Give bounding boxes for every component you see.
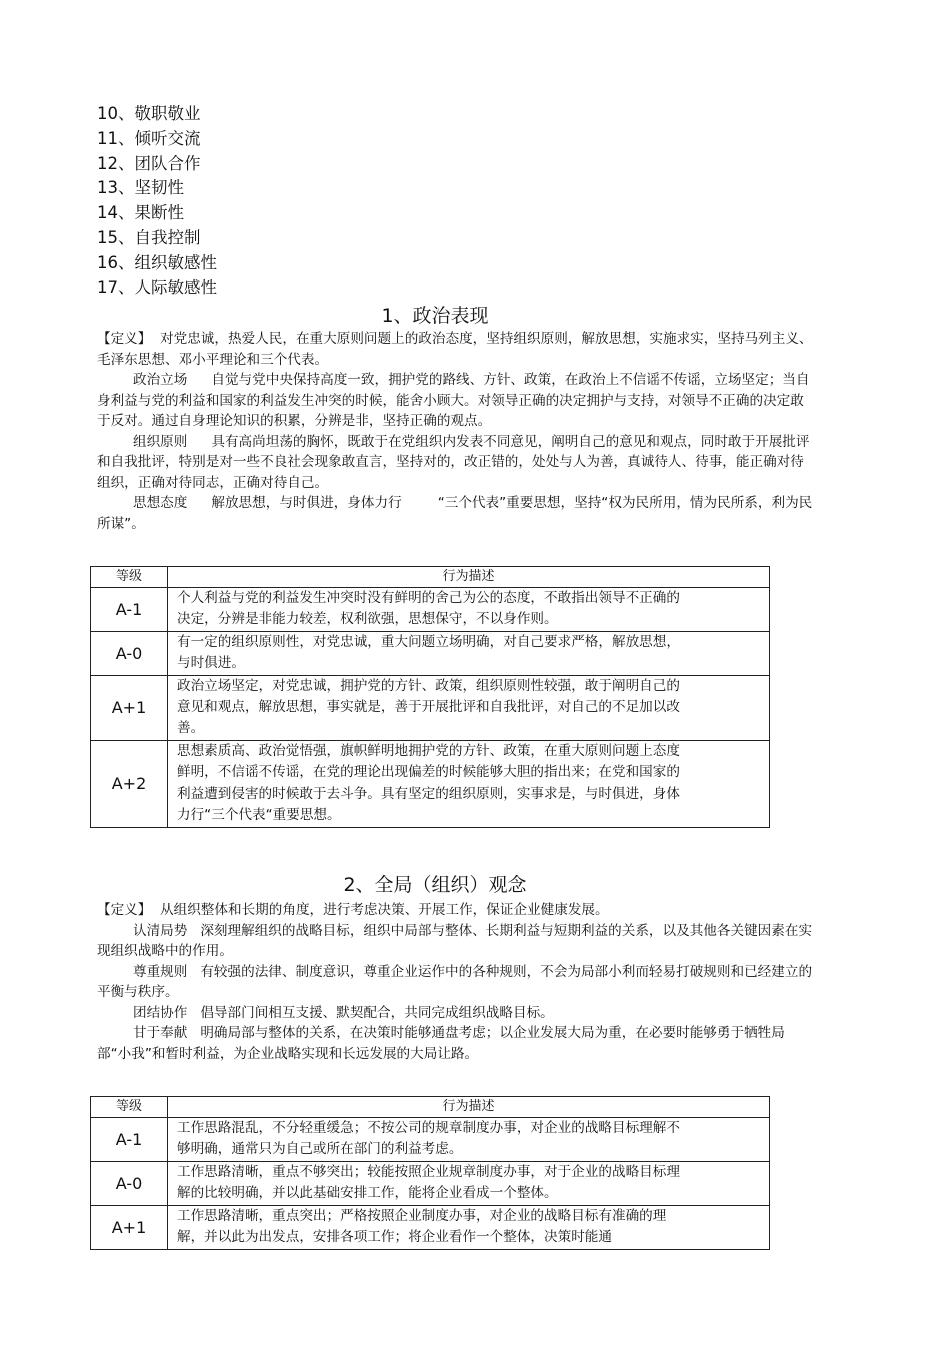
definition-text: 从组织整体和长期的角度，进行考虑决策、开展工作，保证企业健康发展。: [160, 902, 609, 918]
definition: [97, 900, 817, 921]
item-paragraph: [97, 432, 817, 494]
item-paragraph: [97, 962, 817, 1003]
definition-label: 【定义】: [97, 902, 152, 918]
section-title: 1、政治表现: [381, 305, 489, 327]
table-row: [91, 675, 770, 740]
item-text: 明确局部与整体的关系，在决策时能够通盘考虑；以企业发展大局为重，在必要时能够勇于牺牲局部“小我”和暂时利益，为企业战略实现和长远发展的大局让路。: [97, 1025, 785, 1062]
level-cell: A+1: [91, 675, 168, 740]
item-text: 自觉与党中央保持高度一致，拥护党的路线、方针、政策，在政治上不信谣不传谣，立场坚定；当自身利益与党的利益和国家的利益发生冲突的时候，能舍小顾大。对领导正确的决定拥护与支持，对领导不正确的决定敢于反对。通过自身理论知识的积累，分辨是非，坚持正确的观点。: [97, 372, 810, 429]
table-header-row: [91, 567, 770, 588]
level-cell: A+1: [91, 1205, 168, 1249]
description-cell: 个人利益与党的利益发生冲突时没有鲜明的舍己为公的态度，不敢指出领导不正确的决定，分辨是非能力较差，权利欲强，思想保守，不以身作则。: [168, 588, 770, 632]
header-description: 行为描述: [168, 1097, 770, 1118]
level-cell: A-1: [91, 588, 168, 632]
list-item: 11、倾听交流: [97, 128, 201, 148]
item-term: 思想态度: [133, 495, 188, 511]
item-paragraph: [97, 1003, 817, 1024]
header-level: 等级: [91, 567, 168, 588]
item-term: 尊重规则: [133, 963, 188, 980]
item-term: 政治立场: [133, 372, 188, 388]
table-row: [91, 1161, 770, 1205]
section-body: [97, 900, 817, 1064]
level-cell: A-1: [91, 1118, 168, 1162]
list-item: 14、果断性: [97, 203, 184, 223]
item-term: 团结协作: [133, 1004, 188, 1021]
definition-text: 对党忠诚，热爱人民，在重大原则问题上的政治态度，坚持组织原则，解放思想，实施求实，坚持马列主义、毛泽东思想、邓小平理论和三个代表。: [97, 331, 813, 368]
item-text: 有较强的法律、制度意识，尊重企业运作中的各种规则，不会为局部小利而轻易打破规则和已经建立的平衡与秩序。: [97, 963, 813, 1000]
item-paragraph: [97, 370, 817, 432]
list-item: 10、敬职敬业: [97, 104, 201, 123]
item-text: 具有高尚坦荡的胸怀，既敢于在党组织内发表不同意见，阐明自己的意见和观点，同时敢于开展批评和自我批评，特别是对一些不良社会现象敢直言，坚持对的，改正错的，处处与人为善，真诚待人、待事，能正确对待组织，正确对待同志，正确对待自己。: [97, 433, 810, 491]
list-item: 15、自我控制: [97, 227, 201, 247]
behavior-table: [90, 1096, 770, 1250]
description-cell: 工作思路清晰，重点突出；严格按照企业制度办事，对企业的战略目标有准确的理解，并以此为出发点，安排各项工作；将企业看作一个整体，决策时能通: [168, 1205, 770, 1249]
list-item: 12、团队合作: [97, 153, 201, 173]
item-term: 认清局势: [133, 922, 188, 939]
table-row: [91, 1205, 770, 1249]
table-row: [91, 588, 770, 632]
description-cell: 工作思路清晰，重点不够突出；较能按照企业规章制度办事，对于企业的战略目标理解的比较明确，并以此基础安排工作，能将企业看成一个整体。: [168, 1161, 770, 1205]
table-header-row: [91, 1097, 770, 1118]
item-paragraph: [97, 493, 817, 534]
table-row: [91, 1118, 770, 1162]
item-paragraph: [97, 921, 817, 962]
item-text: “三个代表”重要思想，坚持“权为民所用，情为民所系，利为民所谋”。: [97, 495, 813, 532]
table-row: [91, 740, 770, 827]
item-text: 倡导部门间相互支援、默契配合，共同完成组织战略目标。: [200, 1004, 554, 1021]
item-text: 解放思想，与时俱进，身体力行: [211, 495, 402, 511]
definition-label: 【定义】: [97, 331, 152, 347]
description-cell: 有一定的组织原则性，对党忠诚，重大问题立场明确，对自己要求严格，解放思想，与时俱进。: [168, 631, 770, 675]
list-item: 16、组织敏感性: [97, 252, 217, 272]
item-term: 组织原则: [133, 433, 188, 450]
header-description: 行为描述: [168, 567, 770, 588]
item-text: 深刻理解组织的战略目标，组织中局部与整体、长期利益与短期利益的关系，以及其他各关键因素在实现组织战略中的作用。: [97, 922, 813, 959]
list-item: 17、人际敏感性: [97, 277, 217, 297]
definition: [97, 329, 817, 370]
competency-list: [97, 102, 217, 300]
section-title: 2、全局（组织）观念: [343, 874, 527, 896]
description-cell: 工作思路混乱，不分轻重缓急；不按公司的规章制度办事，对企业的战略目标理解不够明确，通常只为自己或所在部门的利益考虑。: [168, 1118, 770, 1162]
section-body: [97, 329, 817, 534]
item-term: 甘于奉献: [133, 1025, 188, 1041]
table-row: [91, 631, 770, 675]
behavior-table: [90, 566, 770, 828]
description-cell: 政治立场坚定，对党忠诚，拥护党的方针、政策，组织原则性较强，敢于阐明自己的意见和观点，解放思想，事实就是，善于开展批评和自我批评，对自己的不足加以改善。: [168, 675, 770, 740]
description-cell: 思想素质高、政治觉悟强，旗帜鲜明地拥护党的方针、政策，在重大原则问题上态度鲜明，不信谣不传谣，在党的理论出现偏差的时候能够大胆的指出来；在党和国家的利益遭到侵害的时候敢于去斗争。具有坚定的组织原则，实事求是，与时俱进，身体力行“三个代表“重要思想。: [168, 740, 770, 827]
level-cell: A+2: [91, 740, 168, 827]
level-cell: A-0: [91, 631, 168, 675]
level-cell: A-0: [91, 1161, 168, 1205]
header-level: 等级: [91, 1097, 168, 1118]
item-paragraph: [97, 1023, 817, 1064]
list-item: 13、坚韧性: [97, 178, 184, 198]
